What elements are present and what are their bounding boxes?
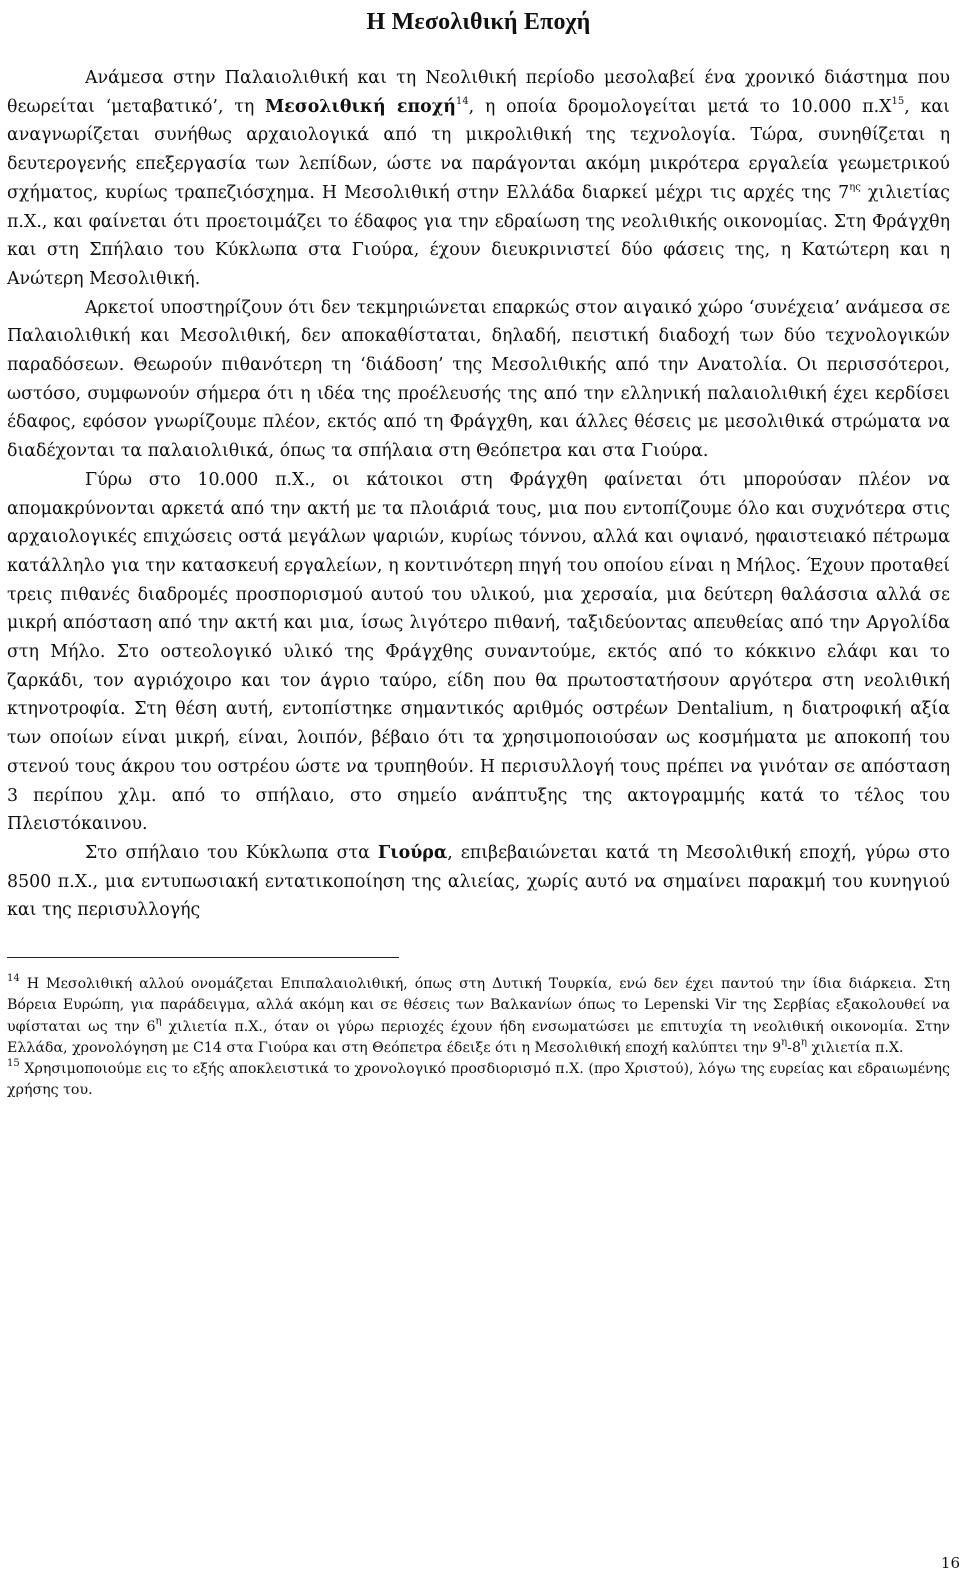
text-run: , και αναγνωρίζεται συνήθως αρχαιολογικά από τη μικρολιθική της τεχνολογία. Τώρα, συνηθίζεται η δευτερογενής επεξεργασία των λεπίδων, ώστε να παράγονται ακόμη μικρότερα εργαλεία γεωμετρικού σχήματος, κυρίως τραπεζιόσχημα. Η Μεσολιθική στην Ελλάδα διαρκεί μέχρι τις αρχές της 7 [7, 96, 950, 203]
footnotes [7, 974, 950, 1101]
superscript: η [155, 1015, 162, 1027]
text-run: -8 [787, 1039, 801, 1056]
text-run: Ανάμεσα στην Παλαιολιθική και τη Νεολιθική περίοδο μεσολαβεί ένα χρονικό διάστημα που θεωρείται ‘μεταβατικό’, τη [7, 68, 950, 117]
paragraph [7, 64, 950, 294]
footnote [7, 974, 950, 1059]
superscript: 15 [891, 95, 905, 107]
text-run: Χρησιμοποιούμε εις το εξής αποκλειστικά το χρονολογικό προσδιορισμό π.Χ. (προ Χριστού), λόγω της ευρείας και εδραιωμένης χρήσης του. [7, 1060, 950, 1099]
superscript: 15 [7, 1058, 20, 1070]
paragraph [7, 466, 950, 839]
text-run: χιλιετίας π.Χ., και φαίνεται ότι προετοιμάζει το έδαφος για την εδραίωση της νεολιθικής οικονομίας. Στη Φράγχθη και στη Σπήλαιο του Κύκλωπα στα Γιούρα, έχουν διευκρινιστεί δύο φάσεις της, η Κατώτερη και η Ανώτερη Μεσολιθική. [7, 182, 950, 289]
text-run: Η Μεσολιθική αλλού ονομάζεται Επιπαλαιολιθική, όπως στη Δυτική Τουρκία, ενώ δεν έχει παντού την ίδια διάρκεια. Στη Βόρεια Ευρώπη, για παράδειγμα, αλλά ακόμη και σε θέσεις των Βαλκανίων όπως το Lepenski Vir της Σερβίας εξακολουθεί να υφίσταται ως την 6 [7, 976, 950, 1035]
text-run: Αρκετοί υποστηρίζουν ότι δεν τεκμηριώνεται επαρκώς στον αιγαικό χώρο ‘συνέχεια’ ανάμεσα σε Παλαιολιθική και Μεσολιθική, δεν αποκαθίσταται, δηλαδή, πειστική διαδοχή των δύο τεχνολογικών παραδόσεων. Θεωρούν πιθανότερη τη ‘διάδοση’ της Μεσολιθικής από την Ανατολία. Οι περισσότεροι, ωστόσο, συμφωνούν σήμερα ότι η ιδέα της προέλευσής της από την ελληνική παλαιολιθική έχει κερδίσει έδαφος, εφόσον γνωρίζουμε πλέον, εκτός από τη Φράγχθη, και άλλες θέσεις με μεσολιθικά στρώματα να διαδέχονται τα παλαιολιθικά, όπως τα σπήλαια στη Θεόπετρα και στα Γιούρα. [7, 297, 950, 462]
text-run: , η οποία δρομολογείται μετά το 10.000 π.Χ [468, 96, 892, 117]
superscript: ης [849, 182, 861, 194]
page-number: 16 [940, 1554, 960, 1572]
body-text [7, 64, 950, 925]
text-run: Στο σπήλαιο του Κύκλωπα στα [85, 842, 378, 863]
superscript: η [781, 1036, 788, 1048]
text-run: Γύρω στο 10.000 π.Χ., οι κάτοικοι στη Φράγχθη φαίνεται ότι μπορούσαν πλέον να απομακρύνονται αρκετά από την ακτή με τα πλοιάριά τους, μια που εντοπίζουμε όλο και συχνότερα στις αρχαιολογικές επιχώσεις οστά μεγάλων ψαριών, κυρίως τόννου, αλλά και οψιανό, ηφαιστειακό πέτρωμα κατάλληλο για την κατασκευή εργαλείων, η κοντινότερη πηγή του οποίου είναι η Μήλος. Έχουν προταθεί τρεις πιθανές διαδρομές προσπορισμού αυτού του υλικού, μια χερσαία, μια δεύτερη θαλάσσια αλλά σε μικρή απόσταση από την ακτή και μια, ίσως λιγότερο πιθανή, ταξιδεύοντας απευθείας από την Αργολίδα στη Μήλο. Στο οστεολογικό υλικό της Φράγχθης συναντούμε, εκτός από το κόκκινο ελάφι και το ζαρκάδι, τον αγριόχοιρο και τον άγριο ταύρο, είδη που θα πρωτοστατήσουν αργότερα στη νεολιθική κτηνοτροφία. Στη θέση αυτή, εντοπίστηκε σημαντικός αριθμός οστρέων Dentalium, η διατροφική αξία των οποίων είναι μικρή, είναι, λοιπόν, βέβαιο ότι τα χρησιμοποιούσαν ως κοσμήματα με αποκοπή του στενού τους άκρου του οστρέου ώστε να τρυπηθούν. Η περισυλλογή τους πρέπει να γινόταν σε απόσταση 3 περίπου χλμ. από το σπήλαιο, στο σημείο ανάπτυξης της ακτογραμμής κατά το τέλος του Πλειστόκαινου. [7, 469, 950, 835]
superscript: η [801, 1036, 807, 1048]
footnote-separator [7, 957, 399, 958]
page-title: Η Μεσολιθική Εποχή [366, 9, 591, 35]
superscript: 14 [7, 973, 20, 985]
text-run: χιλιετία π.Χ., όταν οι γύρω περιοχές έχουν ήδη ενσωματώσει με επιτυχία τη νεολιθική οικονομία. Στην Ελλάδα, χρονολόγηση με C14 στα Γιούρα και στη Θεόπετρα έδειξε ότι η Μεσολιθική εποχή καλύπτει την 9 [7, 1018, 950, 1056]
superscript: 14 [455, 95, 469, 107]
text-run: , επιβεβαιώνεται κατά τη Μεσολιθική εποχή, γύρω στο 8500 π.Χ., μια εντυπωσιακή εντατικοποίηση της αλιείας, χωρίς αυτό να σημαίνει παρακμή του κυνηγιού και της περισυλλογής [7, 842, 950, 921]
paragraph [7, 839, 950, 925]
bold-text: Γιούρα [377, 842, 448, 863]
document-page [7, 0, 950, 1101]
paragraph [7, 294, 950, 466]
footnote [7, 1059, 950, 1101]
bold-text: Μεσολιθική εποχή [265, 96, 456, 117]
text-run: χιλιετία π.Χ. [807, 1039, 904, 1056]
